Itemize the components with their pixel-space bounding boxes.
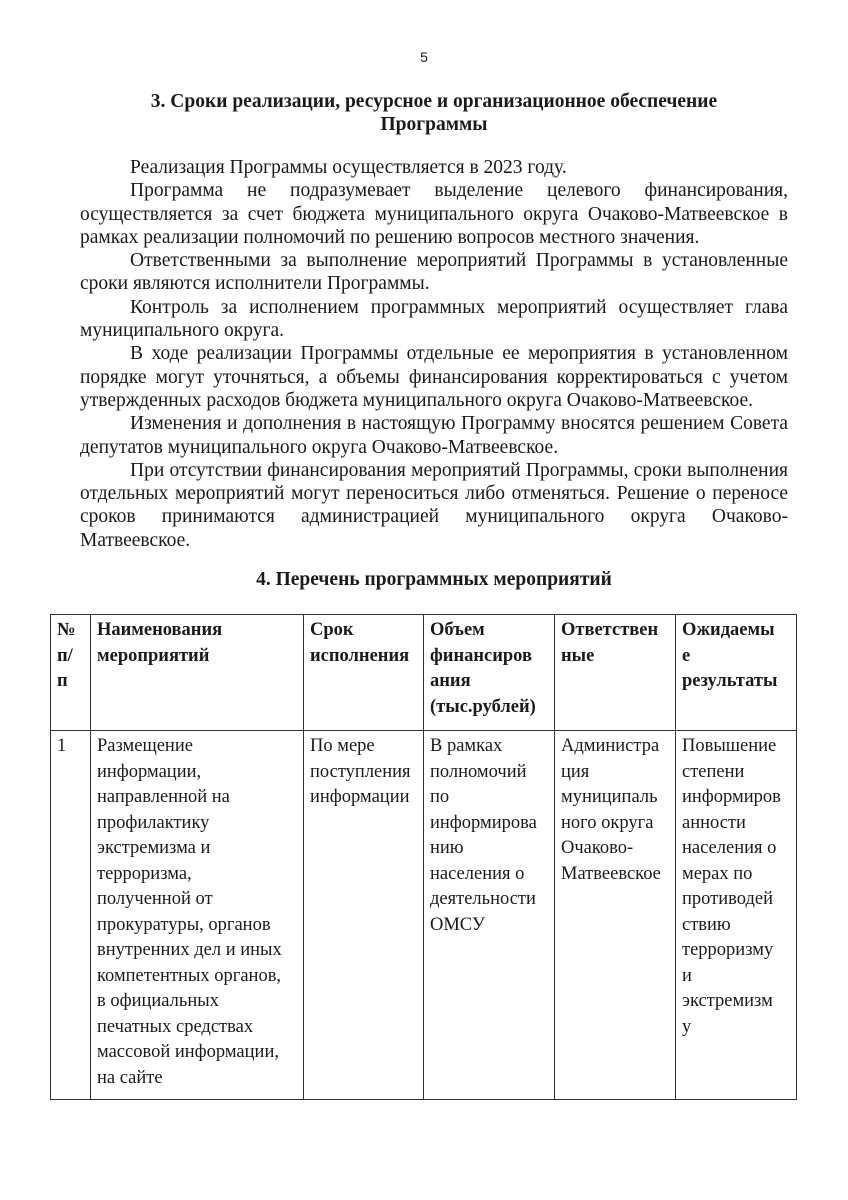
paragraph: Изменения и дополнения в настоящую Программу вносятся решением Совета депутатов муниципального округа Очаково-Матвеевское. (80, 413, 788, 458)
header-expected-results: Ожидаемы е результаты (676, 615, 797, 731)
paragraph: Программа не подразумевает выделение целевого финансирования, осуществляется за счет бюджета муниципального округа Очаково-Матвеевское в рамках реализации полномочий по решению вопросов местного значения. (80, 180, 788, 248)
table-row (51, 731, 797, 1100)
cell-funding: В рамках полномочий по информирова нию населения о деятельности ОМСУ (424, 731, 555, 1100)
table-header-row (51, 615, 797, 731)
header-deadline: Срок исполнения (304, 615, 424, 731)
cell-expected-results: Повышение степени информиров анности населения о мерах по противодей ствию терроризму и экстремизм у (676, 731, 797, 1100)
header-responsible: Ответствен ные (555, 615, 676, 731)
header-number: № п/ п (51, 615, 91, 731)
paragraph: Контроль за исполнением программных мероприятий осуществляет глава муниципального округа. (80, 296, 788, 342)
section-3-title-line-1: 3. Сроки реализации, ресурсное и организационное обеспечение (150, 91, 718, 112)
section-3-heading (80, 90, 788, 136)
cell-responsible: Администра ция муниципаль ного округа Очаково- Матвеевское (555, 731, 676, 1100)
page-number: 5 (420, 49, 428, 65)
paragraph: При отсутствии финансирования мероприятий Программы, сроки выполнения отдельных мероприятий могут переноситься либо отменяться. Решение о переносе сроков принимаются администрацией муниципального округа Очаково-Матвеевское. (80, 459, 788, 551)
header-funding: Объем финансиров ания (тыс.рублей) (424, 615, 555, 731)
section-4-heading: 4. Перечень программных мероприятий (256, 569, 612, 590)
paragraph: Реализация Программы осуществляется в 2023 году. (130, 157, 567, 178)
header-measure-name: Наименования мероприятий (91, 615, 304, 731)
paragraph: В ходе реализации Программы отдельные ее мероприятия в установленном порядке могут уточняться, а объемы финансирования корректироваться с учетом утвержденных расходов бюджета муниципального округа Очаково-Матвеевское. (80, 343, 788, 411)
cell-deadline: По мере поступления информации (304, 731, 424, 1100)
section-3-title-line-2: Программы (380, 114, 488, 135)
cell-measure-name: Размещение информации, направленной на профилактику экстремизма и терроризма, полученной от прокуратуры, органов внутренних дел и иных компетентных органов, в официальных печатных средствах массовой информации, на сайте (91, 731, 304, 1100)
cell-number: 1 (51, 731, 91, 1100)
paragraph: Ответственными за выполнение мероприятий Программы в установленные сроки являются исполнители Программы. (80, 250, 788, 295)
section-3-body (80, 156, 788, 552)
measures-table (50, 614, 797, 1100)
